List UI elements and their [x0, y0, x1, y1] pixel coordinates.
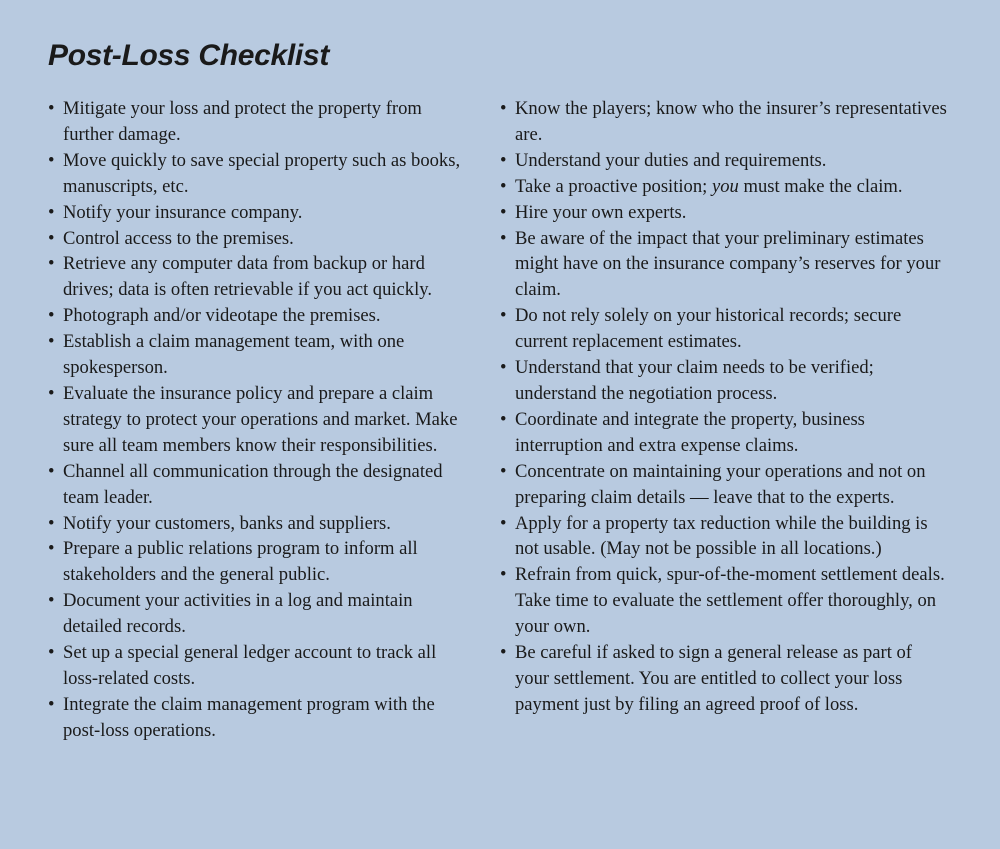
- page-title: Post-Loss Checklist: [48, 39, 330, 72]
- checklist-item: • Channel all communication through the designated team leader.: [48, 459, 468, 511]
- checklist-item: • Know the players; know who the insurer’s representatives are.: [500, 96, 948, 148]
- checklist-item: • Set up a special general ledger account to track all loss-related costs.: [48, 640, 468, 692]
- checklist-item: • Understand that your claim needs to be verified; understand the negotiation process.: [500, 355, 948, 407]
- checklist-item: • Understand your duties and requirements.: [500, 148, 948, 174]
- checklist-item: • Control access to the premises.: [48, 226, 468, 252]
- checklist-item: • Prepare a public relations program to inform all stakeholders and the general public.: [48, 536, 468, 588]
- checklist-item: • Notify your insurance company.: [48, 200, 468, 226]
- checklist-item: • Integrate the claim management program with the post-loss operations.: [48, 692, 468, 744]
- checklist-item: • Be aware of the impact that your preliminary estimates might have on the insurance company’s reserves for your claim.: [500, 226, 948, 304]
- checklist-item: • Notify your customers, banks and suppliers.: [48, 511, 468, 537]
- checklist-item: • Coordinate and integrate the property, business interruption and extra expense claims.: [500, 407, 948, 459]
- item-text: Take a proactive position;: [515, 175, 712, 197]
- checklist-item: • Evaluate the insurance policy and prepare a claim strategy to protect your operations and market. Make sure all team members know their responsibilities.: [48, 381, 468, 459]
- checklist-item: • Apply for a property tax reduction while the building is not usable. (May not be possible in all locations.): [500, 511, 948, 563]
- checklist-item: • Refrain from quick, spur-of-the-moment settlement deals. Take time to evaluate the settlement offer thoroughly, on your own.: [500, 562, 948, 640]
- checklist-item: • Move quickly to save special property such as books, manuscripts, etc.: [48, 148, 468, 200]
- checklist-item: [500, 174, 948, 200]
- checklist-item: • Do not rely solely on your historical records; secure current replacement estimates.: [500, 303, 948, 355]
- checklist-item: • Concentrate on maintaining your operations and not on preparing claim details — leave that to the experts.: [500, 459, 948, 511]
- checklist-item: • Be careful if asked to sign a general release as part of your settlement. You are entitled to collect your loss payment just by filing an agreed proof of loss.: [500, 640, 948, 718]
- left-checklist: [48, 96, 468, 744]
- checklist-item: • Retrieve any computer data from backup or hard drives; data is often retrievable if you act quickly.: [48, 251, 468, 303]
- checklist-item: • Photograph and/or videotape the premises.: [48, 303, 468, 329]
- right-checklist: [500, 96, 948, 718]
- checklist-item: • Establish a claim management team, with one spokesperson.: [48, 329, 468, 381]
- item-emphasis: you: [711, 175, 739, 197]
- item-text: must make the claim.: [738, 175, 903, 197]
- checklist-item: • Document your activities in a log and maintain detailed records.: [48, 588, 468, 640]
- checklist-item: • Hire your own experts.: [500, 200, 948, 226]
- checklist-item: • Mitigate your loss and protect the property from further damage.: [48, 96, 468, 148]
